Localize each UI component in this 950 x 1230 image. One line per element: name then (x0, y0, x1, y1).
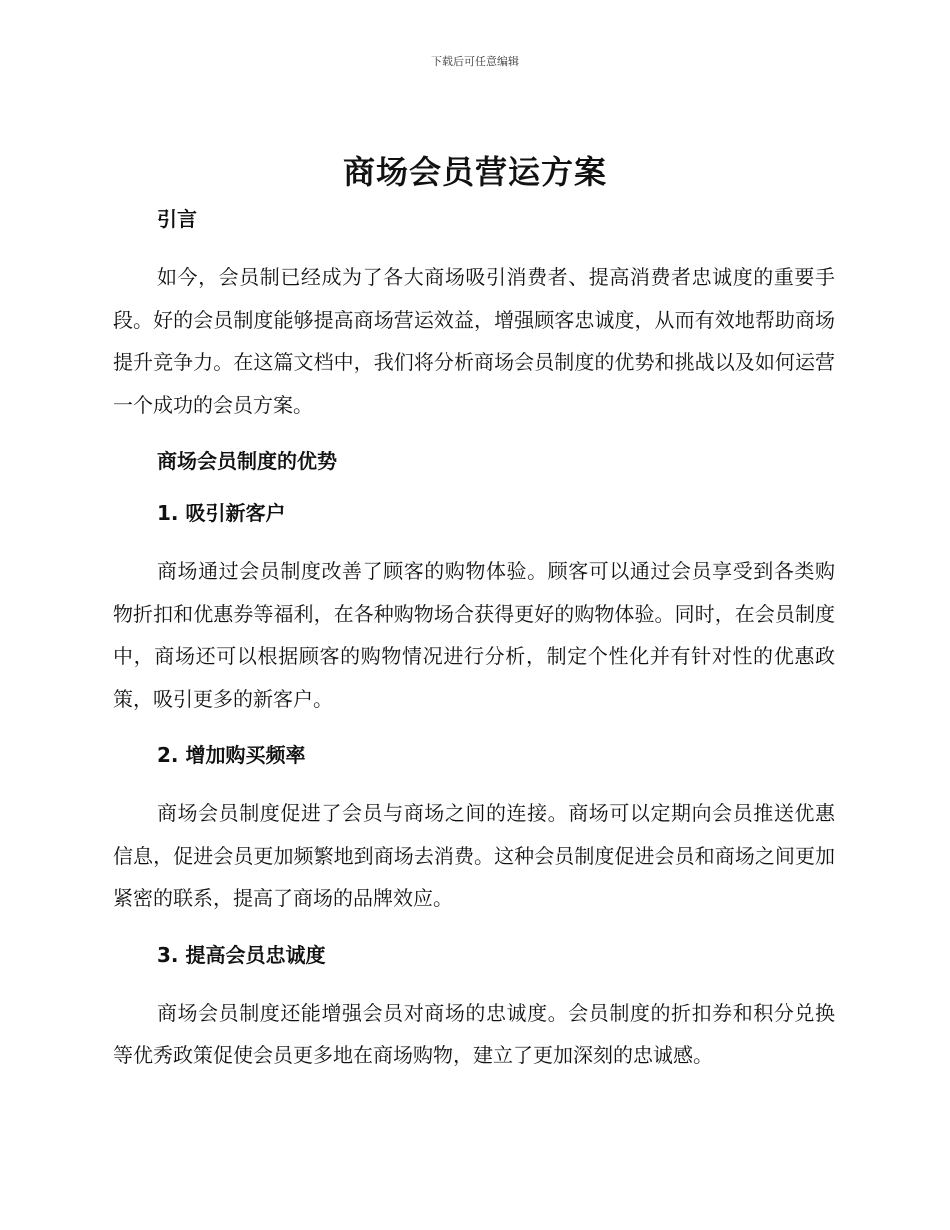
section-heading-intro: 引言 (157, 207, 197, 231)
document-body (113, 202, 835, 1077)
section-heading-attract-customers: 1. 吸引新客户 (157, 501, 286, 525)
section-heading-loyalty: 3. 提高会员忠诚度 (157, 942, 326, 967)
document-title: 商场会员营运方案 (342, 153, 607, 191)
section-paragraph-purchase-frequency: 商场会员制度促进了会员与商场之间的连接。商场可以定期向会员推送优惠信息，促进会员更加频繁地到商场去消费。这种会员制度促进会员和商场之间更加紧密的联系，提高了商场的品牌效应。 (113, 801, 835, 910)
section-paragraph-intro: 如今，会员制已经成为了各大商场吸引消费者、提高消费者忠诚度的重要手段。好的会员制度能够提高商场营运效益，增强顾客忠诚度，从而有效地帮助商场提升竞争力。在这篇文档中，我们将分析商场会员制度的优势和挑战以及如何运营一个成功的会员方案。 (113, 265, 835, 417)
section-heading-purchase-frequency: 2. 增加购买频率 (157, 743, 306, 767)
section-heading-advantages: 商场会员制度的优势 (157, 449, 337, 473)
section-paragraph-attract-customers: 商场通过会员制度改善了顾客的购物体验。顾客可以通过会员享受到各类购物折扣和优惠券等福利，在各种购物场合获得更好的购物体验。同时，在会员制度中，商场还可以根据顾客的购物情况进行分析，制定个性化并有针对性的优惠政策，吸引更多的新客户。 (113, 559, 835, 711)
section-paragraph-loyalty: 商场会员制度还能增强会员对商场的忠诚度。会员制度的折扣券和积分兑换等优秀政策促使会员更多地在商场购物，建立了更加深刻的忠诚感。 (113, 1000, 835, 1067)
page-header: 下载后可任意编辑 (431, 55, 519, 68)
